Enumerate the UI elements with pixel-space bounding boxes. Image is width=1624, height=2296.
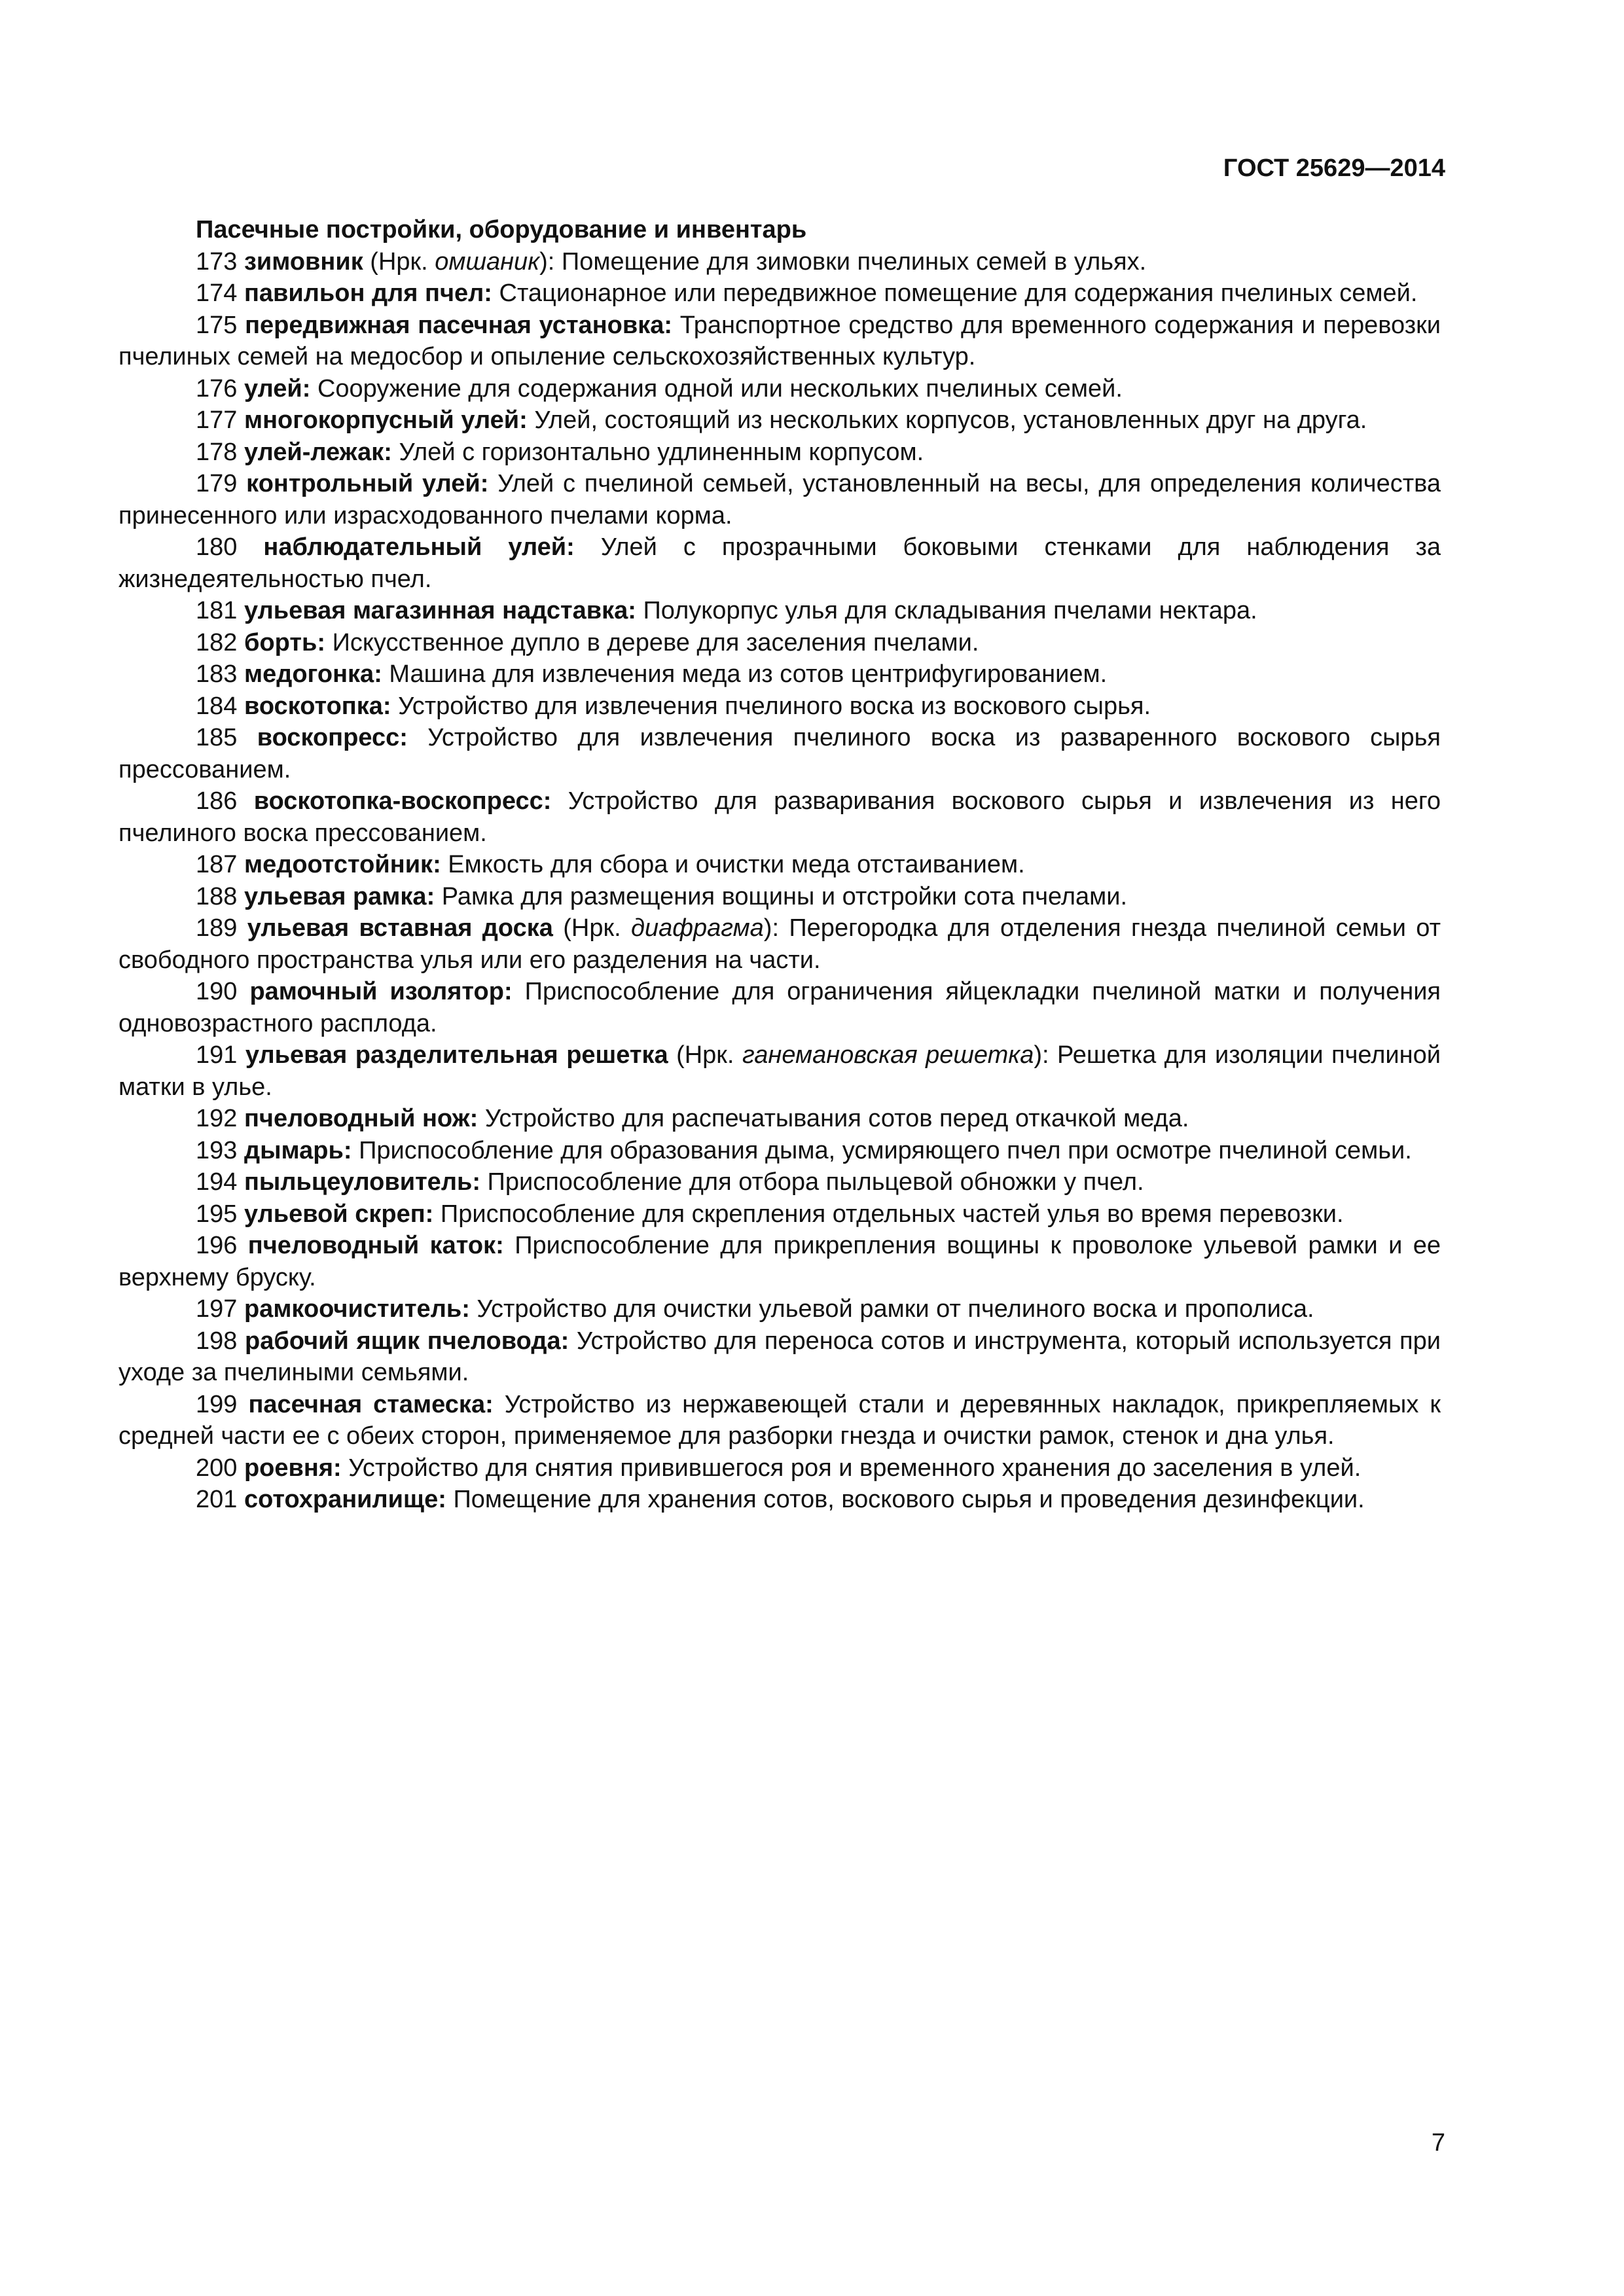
- term-definition: Устройство для распечатывания сотов перед откачкой меда.: [484, 1105, 1189, 1132]
- section-title: Пасечные постройки, оборудование и инвентарь: [196, 216, 807, 243]
- term-deprecated-synonym: ганемановская решетка: [742, 1041, 1034, 1069]
- term-definition: Устройство для переноса сотов и инструмента, который используется при уходе за пчелиными семьями.: [118, 1327, 1441, 1386]
- term-number: 188: [196, 882, 238, 910]
- term-definition: Улей с пчелиной семьей, установленный на весы, для определения количества принесенного или израсходованного пчелами корма.: [118, 470, 1441, 529]
- document-code-header: ГОСТ 25629—2014: [1223, 154, 1445, 182]
- term-definition: Искусственное дупло в дереве для заселения пчелами.: [332, 628, 979, 656]
- term-number: 196: [196, 1232, 238, 1259]
- term-name: рабочий ящик пчеловода:: [245, 1327, 569, 1355]
- term-alt-prefix: (Нрк.: [563, 914, 631, 942]
- document-body: [118, 214, 1441, 1516]
- term-number: 200: [196, 1454, 238, 1482]
- term-name: ульевой скреп:: [244, 1200, 434, 1228]
- term-name: многокорпусный улей:: [244, 406, 528, 434]
- term-name: рамкоочиститель:: [244, 1295, 470, 1323]
- term-name: ульевая вставная доска: [247, 914, 553, 942]
- term-alt-suffix: ):: [763, 914, 789, 942]
- term-definition: Устройство для разваривания воскового сырья и извлечения из него пчелиного воска прессованием.: [118, 787, 1441, 847]
- term-entry: [118, 1039, 1441, 1103]
- term-name: зимовник: [244, 247, 363, 276]
- term-definition: Машина для извлечения меда из сотов центрифугированием.: [389, 660, 1108, 688]
- term-entry: [118, 1103, 1441, 1135]
- term-number: 183: [196, 660, 238, 688]
- page-number: 7: [1431, 2129, 1445, 2157]
- term-entry: [118, 1389, 1441, 1452]
- term-number: 181: [196, 597, 238, 624]
- term-name: воскопресс:: [257, 724, 408, 751]
- term-name: пасечная стамеска:: [248, 1390, 494, 1418]
- term-definition: Помещение для хранения сотов, воскового сырья и проведения дезинфекции.: [453, 1486, 1365, 1513]
- term-definition: Приспособление для образования дыма, усмиряющего пчел при осмотре пчелиной семьи.: [359, 1136, 1412, 1164]
- term-name: воскотопка:: [244, 692, 391, 720]
- term-definition: Приспособление для отбора пыльцевой обножки у пчел.: [487, 1168, 1144, 1196]
- term-definition: Стационарное или передвижное помещение для содержания пчелиных семей.: [499, 279, 1418, 307]
- term-name: павильон для пчел:: [244, 279, 492, 307]
- term-number: 187: [196, 851, 238, 878]
- term-number: 197: [196, 1295, 238, 1323]
- term-definition: Помещение для зимовки пчелиных семей в ульях.: [561, 247, 1147, 276]
- term-entry: [118, 785, 1441, 849]
- term-name: борть:: [244, 628, 325, 656]
- term-name: наблюдательный улей:: [263, 533, 575, 561]
- term-number: 174: [196, 279, 238, 307]
- term-name: улей-лежак:: [244, 438, 392, 466]
- term-definition: Приспособление для прикрепления вощины к проволоке ульевой рамки и ее верхнему бруску.: [118, 1232, 1441, 1291]
- term-alt-prefix: (Нрк.: [676, 1041, 742, 1069]
- term-entry: [118, 310, 1441, 373]
- term-number: 176: [196, 374, 238, 403]
- term-name: рамочный изолятор:: [249, 978, 513, 1005]
- term-definition: Устройство для очистки ульевой рамки от пчелиного воска и прополиса.: [477, 1295, 1314, 1323]
- term-definition: Рамка для размещения вощины и отстройки сота пчелами.: [441, 882, 1128, 910]
- term-alt-suffix: ):: [539, 247, 562, 276]
- term-name: сотохранилище:: [244, 1486, 446, 1513]
- term-name: медоотстойник:: [244, 851, 441, 878]
- term-number: 182: [196, 628, 238, 656]
- term-entry: [118, 849, 1441, 881]
- term-definition: Устройство для извлечения пчелиного воска из разваренного воскового сырья прессованием.: [118, 724, 1441, 783]
- term-definition: Устройство для извлечения пчелиного воска из воскового сырья.: [398, 692, 1151, 720]
- term-entry: [118, 1166, 1441, 1198]
- term-entry: [118, 881, 1441, 913]
- term-entry: [118, 691, 1441, 723]
- term-definition: Полукорпус улья для складывания пчелами нектара.: [643, 597, 1257, 624]
- term-name: дымарь:: [244, 1136, 352, 1164]
- term-definition: Устройство для снятия привившегося роя и временного хранения до заселения в улей.: [348, 1454, 1362, 1482]
- term-alt-suffix: ):: [1034, 1041, 1058, 1069]
- term-entry: [118, 1135, 1441, 1167]
- term-number: 185: [196, 724, 238, 751]
- term-definition: Емкость для сбора и очистки меда отстаиванием.: [448, 851, 1025, 878]
- term-entry: [118, 912, 1441, 976]
- term-definition: Приспособление для ограничения яйцекладки пчелиной матки и получения одновозрастного расплода.: [118, 978, 1441, 1037]
- term-entry: [118, 246, 1441, 278]
- term-entry: [118, 1198, 1441, 1230]
- term-entry: [118, 1293, 1441, 1325]
- term-entry: [118, 404, 1441, 437]
- term-entry: [118, 468, 1441, 531]
- term-number: 198: [196, 1327, 238, 1355]
- term-number: 178: [196, 438, 238, 466]
- term-number: 201: [196, 1486, 238, 1513]
- term-definition: Транспортное средство для временного содержания и перевозки пчелиных семей на медосбор и опыление сельскохозяйственных культур.: [118, 311, 1441, 370]
- term-number: 190: [196, 978, 238, 1005]
- term-name: улей:: [244, 374, 311, 403]
- term-entry: [118, 1325, 1441, 1389]
- term-entry: [118, 722, 1441, 785]
- term-deprecated-synonym: диафрагма: [631, 914, 764, 942]
- term-number: 175: [196, 311, 238, 339]
- term-number: 189: [196, 914, 238, 942]
- term-name: контрольный улей:: [246, 470, 489, 497]
- term-definition: Улей с прозрачными боковыми стенками для наблюдения за жизнедеятельностью пчел.: [118, 533, 1441, 593]
- term-entry: [118, 976, 1441, 1039]
- term-name: пчеловодный нож:: [244, 1105, 478, 1132]
- term-entry: [118, 1230, 1441, 1293]
- term-name: передвижная пасечная установка:: [245, 311, 673, 339]
- term-number: 177: [196, 406, 238, 434]
- term-number: 184: [196, 692, 238, 720]
- term-definition: Приспособление для скрепления отдельных частей улья во время перевозки.: [440, 1200, 1344, 1228]
- terms-list: [118, 246, 1441, 1516]
- term-entry: [118, 658, 1441, 691]
- term-definition: Устройство из нержавеющей стали и деревянных накладок, прикрепляемых к средней части ее с обеих сторон, применяемое для разборки гнезда и очистки рамок, стенок и дна улья.: [118, 1390, 1441, 1450]
- term-definition: Улей с горизонтально удлиненным корпусом.: [399, 438, 924, 466]
- term-deprecated-synonym: омшаник: [435, 247, 540, 276]
- term-definition: Решетка для изоляции пчелиной матки в улье.: [118, 1041, 1441, 1101]
- term-name: ульевая магазинная надставка:: [244, 597, 636, 624]
- term-definition: Сооружение для содержания одной или нескольких пчелиных семей.: [317, 374, 1123, 403]
- term-number: 195: [196, 1200, 238, 1228]
- term-name: ульевая рамка:: [244, 882, 435, 910]
- term-entry: [118, 373, 1441, 405]
- term-entry: [118, 1484, 1441, 1516]
- term-name: воскотопка-воскопресс:: [253, 787, 552, 815]
- term-entry: [118, 531, 1441, 595]
- term-name: медогонка:: [244, 660, 382, 688]
- term-name: роевня:: [244, 1454, 342, 1482]
- term-number: 173: [196, 247, 238, 276]
- term-number: 193: [196, 1136, 238, 1164]
- term-number: 199: [196, 1390, 238, 1418]
- term-number: 186: [196, 787, 238, 815]
- term-number: 194: [196, 1168, 238, 1196]
- term-name: ульевая разделительная решетка: [245, 1041, 668, 1069]
- term-alt-prefix: (Нрк.: [370, 247, 435, 276]
- term-entry: [118, 627, 1441, 659]
- term-number: 180: [196, 533, 238, 561]
- term-name: пчеловодный каток:: [247, 1232, 504, 1259]
- term-number: 192: [196, 1105, 238, 1132]
- term-entry: [118, 278, 1441, 310]
- term-definition: Улей, состоящий из нескольких корпусов, установленных друг на друга.: [534, 406, 1367, 434]
- term-name: пыльцеуловитель:: [244, 1168, 480, 1196]
- term-definition: Перегородка для отделения гнезда пчелиной семьи от свободного пространства улья или его разделения на части.: [118, 914, 1441, 974]
- term-number: 191: [196, 1041, 238, 1069]
- term-number: 179: [196, 470, 238, 497]
- term-entry: [118, 595, 1441, 627]
- term-entry: [118, 437, 1441, 469]
- term-entry: [118, 1452, 1441, 1484]
